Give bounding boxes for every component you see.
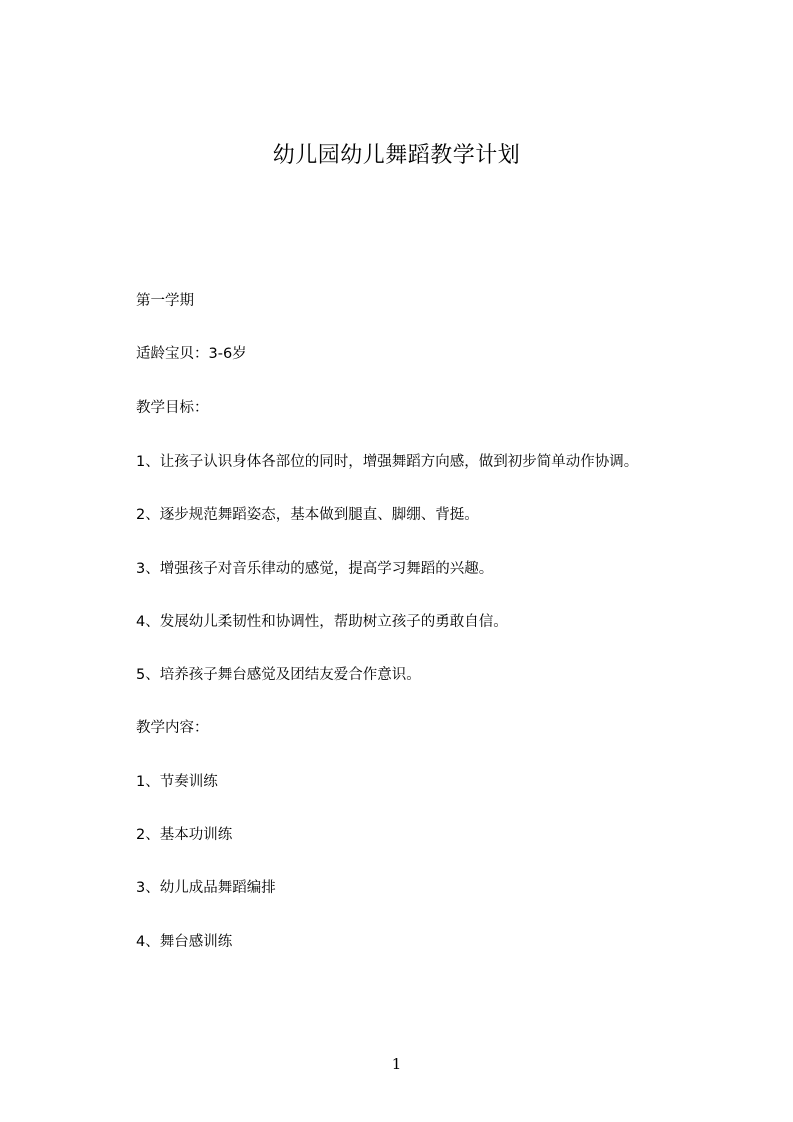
semester-label: 第一学期: [136, 293, 194, 309]
objectives-heading: 教学目标：: [136, 400, 209, 416]
content-item: 2、基本功训练: [136, 827, 233, 843]
content-heading: 教学内容：: [136, 720, 209, 736]
objective-item: 5、培养孩子舞台感觉及团结友爱合作意识。: [136, 667, 421, 683]
content-item: 3、幼儿成品舞蹈编排: [136, 880, 276, 896]
objective-item: 2、逐步规范舞蹈姿态，基本做到腿直、脚绷、背挺。: [136, 507, 479, 523]
age-range: 适龄宝贝：3-6岁: [136, 346, 247, 362]
content-item: 1、节奏训练: [136, 774, 218, 790]
document-title: 幼儿园幼儿舞蹈教学计划: [272, 143, 521, 168]
page-number: 1: [391, 1055, 402, 1073]
objective-item: 3、增强孩子对音乐律动的感觉，提高学习舞蹈的兴趣。: [136, 561, 494, 577]
objective-item: 4、发展幼儿柔韧性和协调性，帮助树立孩子的勇敢自信。: [136, 614, 508, 630]
objective-item: 1、让孩子认识身体各部位的同时，增强舞蹈方向感，做到初步简单动作协调。: [136, 454, 639, 470]
content-item: 4、舞台感训练: [136, 934, 233, 950]
